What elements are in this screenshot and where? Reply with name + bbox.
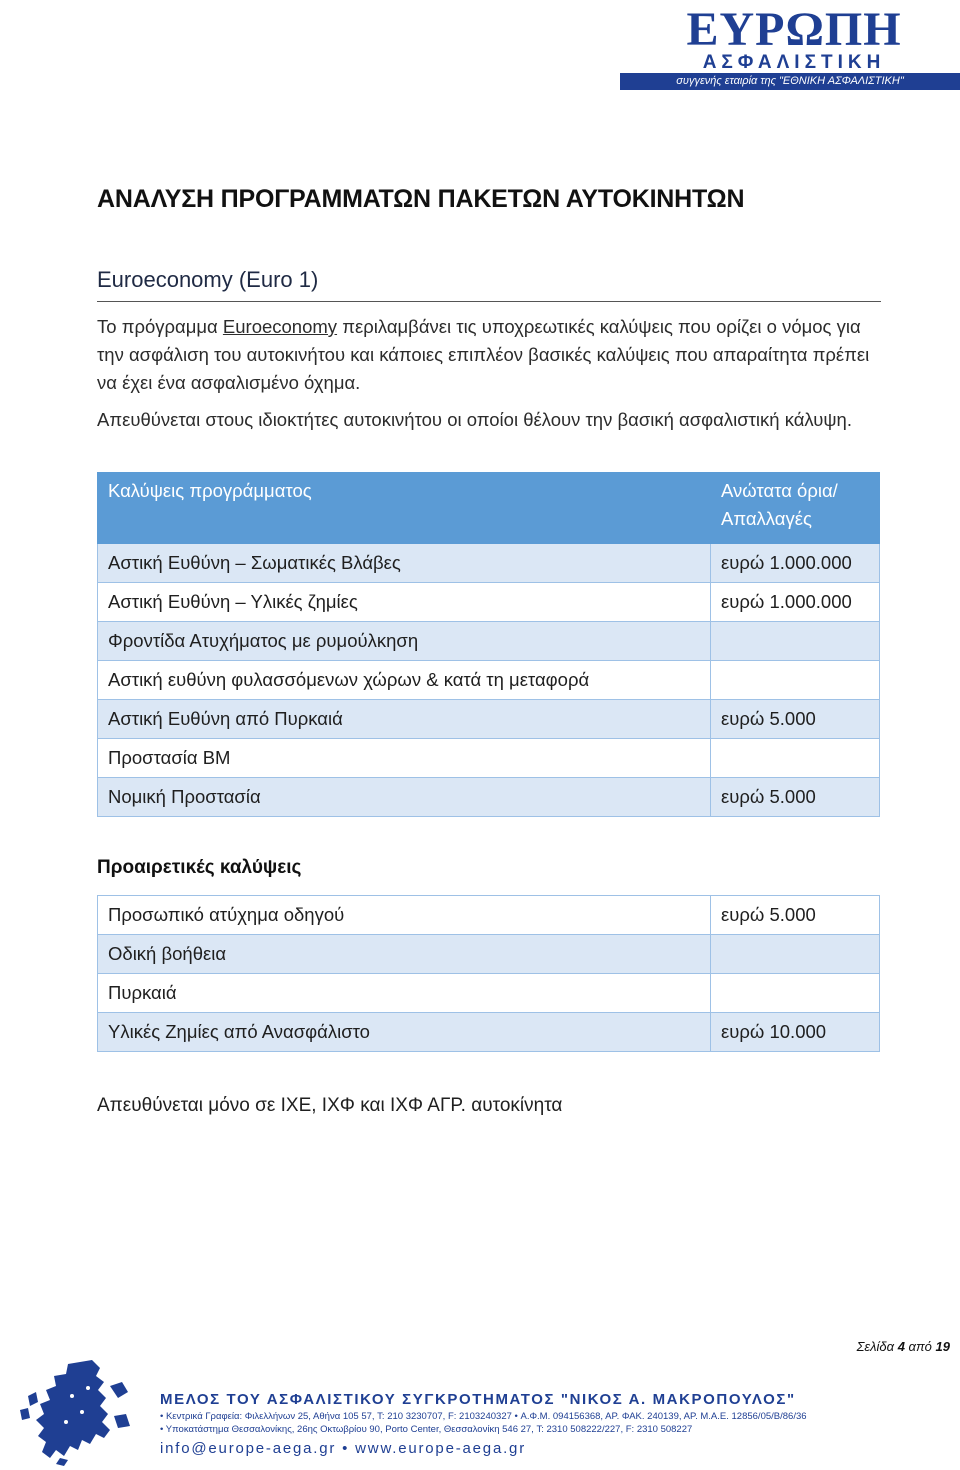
table-row: [98, 896, 880, 935]
table-row: [98, 700, 880, 739]
table-row: [98, 622, 880, 661]
table-row: [98, 544, 880, 583]
footer-address-2: • Υποκατάστημα Θεσσαλονίκης, 26ης Οκτωβρίου 90, Porto Center, Θεσσαλονίκη 546 27, T: 2310 508222/227, F: 2310 508227: [160, 1424, 693, 1435]
coverage-cell: Αστική Ευθύνη από Πυρκαιά: [98, 700, 711, 739]
coverage-table: [97, 472, 880, 817]
intro-rest: περιλαμβάνει τις υποχρεωτικές καλύψεις που ορίζει ο νόμος για την ασφάλιση του αυτοκινήτου και κάποιες επιπλέον βασικές καλύψεις που απαραίτητα πρέπει να έχει ένα ασφαλισμένο όχημα.: [97, 316, 870, 393]
footer-address-1: • Κεντρικά Γραφεία: Φιλελλήνων 25, Αθήνα 105 57, T: 210 3230707, F: 2103240327 • Α.Φ.Μ. 094156368, ΑΡ. ΦΑΚ. 240139, ΑΡ. Μ.Α.Ε. 12856/05/Β/86/36: [160, 1411, 807, 1422]
coverage-cell: Φροντίδα Ατυχήματος με ρυμούλκηση: [98, 622, 711, 661]
audience-paragraph: Απευθύνεται στους ιδιοκτήτες αυτοκινήτου οι οποίοι θέλουν την βασική ασφαλιστική κάλυψη.: [97, 409, 852, 430]
table-row: [98, 583, 880, 622]
footer-web-contacts[interactable]: info@europe-aega.gr • www.europe-aega.gr: [160, 1440, 526, 1457]
page-current: 4: [897, 1339, 905, 1354]
closing-note: Απευθύνεται μόνο σε ΙΧΕ, ΙΧΦ και ΙΧΦ ΑΓΡ. αυτοκίνητα: [97, 1095, 563, 1116]
limit-cell: ευρώ 5.000: [711, 896, 880, 935]
header-coverage: Καλύψεις προγράμματος: [98, 473, 711, 544]
coverage-cell: Αστική Ευθύνη – Σωματικές Βλάβες: [98, 544, 711, 583]
limit-cell: [711, 974, 880, 1013]
company-logo: [620, 0, 960, 100]
table-row: [98, 739, 880, 778]
header-limits: Ανώτατα όρια/ Απαλλαγές: [711, 473, 880, 544]
table-row: [98, 974, 880, 1013]
optional-coverage-table: [97, 895, 880, 1052]
coverage-cell: Πυρκαιά: [98, 974, 711, 1013]
limit-cell: [711, 622, 880, 661]
limit-cell: [711, 739, 880, 778]
page-label: Σελίδα: [856, 1339, 895, 1354]
coverage-cell: Αστική Ευθύνη – Υλικές ζημίες: [98, 583, 711, 622]
coverage-cell: Οδική βοήθεια: [98, 935, 711, 974]
page-total: 19: [935, 1339, 950, 1354]
optional-coverages-title: Προαιρετικές καλύψεις: [97, 857, 302, 878]
table-row: [98, 778, 880, 817]
limit-cell: ευρώ 1.000.000: [711, 583, 880, 622]
logo-wordmark: ΕΥΡΩΠΗ: [686, 3, 902, 56]
euroeconomy-link[interactable]: Euroeconomy: [222, 316, 338, 337]
logo-subtitle: ΑΣΦΑΛΙΣΤΙΚΗ: [702, 52, 886, 73]
footer-member-line: ΜΕΛΟΣ ΤΟΥ ΑΣΦΑΛΙΣΤΙΚΟΥ ΣΥΓΚΡΟΤΗΜΑΤΟΣ "ΝΙΚΟΣ Α. ΜΑΚΡΟΠΟΥΛΟΣ": [160, 1391, 796, 1408]
limit-cell: ευρώ 5.000: [711, 700, 880, 739]
page-number: [857, 1339, 950, 1354]
footer-contact: [160, 1390, 960, 1460]
intro-paragraph: [97, 313, 879, 397]
intro-prefix: Το πρόγραμμα: [97, 316, 223, 337]
table-row: [98, 661, 880, 700]
europe-map-icon: [10, 1356, 150, 1466]
table-row: [98, 935, 880, 974]
section-title: Euroeconomy (Euro 1): [97, 267, 881, 302]
limit-cell: ευρώ 10.000: [711, 1013, 880, 1052]
coverage-cell: Αστική ευθύνη φυλασσόμενων χώρων & κατά τη μεταφορά: [98, 661, 711, 700]
table-row: [98, 1013, 880, 1052]
logo-tagline: συγγενής εταιρία της "ΕΘΝΙΚΗ ΑΣΦΑΛΙΣΤΙΚΗ": [620, 73, 960, 90]
coverage-cell: Νομική Προστασία: [98, 778, 711, 817]
document-title: ΑΝΑΛΥΣΗ ΠΡΟΓΡΑΜΜΑΤΩΝ ΠΑΚΕΤΩΝ ΑΥΤΟΚΙΝΗΤΩΝ: [97, 185, 745, 213]
coverage-table-header: [98, 473, 880, 544]
limit-cell: ευρώ 1.000.000: [711, 544, 880, 583]
page-of-label: από: [908, 1339, 932, 1354]
coverage-cell: Υλικές Ζημίες από Ανασφάλιστο: [98, 1013, 711, 1052]
limit-cell: ευρώ 5.000: [711, 778, 880, 817]
coverage-cell: Προστασία ΒΜ: [98, 739, 711, 778]
limit-cell: [711, 661, 880, 700]
coverage-cell: Προσωπικό ατύχημα οδηγού: [98, 896, 711, 935]
limit-cell: [711, 935, 880, 974]
